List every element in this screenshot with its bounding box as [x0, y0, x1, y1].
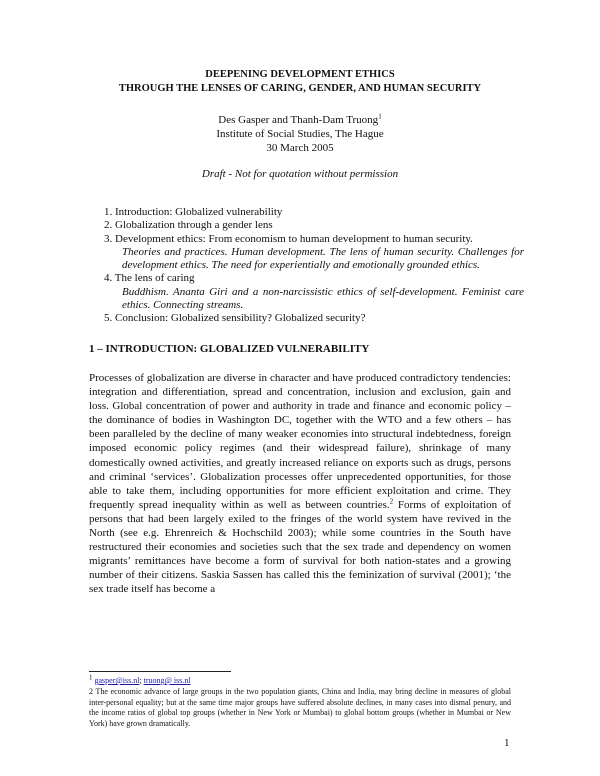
toc-item-2: 2. Globalization through a gender lens	[104, 219, 273, 232]
footnote-1-separator: ;	[139, 676, 144, 685]
email-link-gasper[interactable]: gasper@iss.nl	[94, 676, 140, 685]
toc-item-3-subtopics: Theories and practices. Human development. The lens of human security. Challenges for development ethics. The need for experientially and emotionally grounded ethics.	[122, 245, 524, 272]
body-paragraph	[89, 371, 511, 597]
toc-item-4-subtopics: Buddhism. Ananta Giri and a non-narcissistic ethics of self-development. Feminist care ethics. Connecting streams.	[122, 285, 524, 312]
institution: Institute of Social Studies, The Hague	[216, 128, 384, 140]
toc-item-5: 5. Conclusion: Globalized sensibility? Globalized security?	[104, 312, 366, 325]
footnotes	[89, 673, 511, 730]
toc-item-3: 3. Development ethics: From economism to human development to human security.	[104, 232, 473, 245]
footnote-divider	[89, 671, 231, 672]
paragraph-text-part-2: Forms of exploitation of persons that had been largely exiled to the fringes of the world system have revived in the North (see e.g. Ehrenreich & Hochschild 2003); while some countries in the South have restructured their economies and societies such that the sex trade and dependency on women migrants’ remittances have become a form of survival for both nation-states and a growing number of their citizens. Saskia Sassen has called this the feminization of survival (2001); ‘the sex trade itself has become a	[89, 498, 511, 596]
date: 30 March 2005	[266, 142, 334, 154]
draft-notice: Draft - Not for quotation without permission	[201, 168, 399, 180]
footnote-1-mark: 1	[89, 673, 93, 682]
paper-title-line-1: DEEPENING DEVELOPMENT ETHICS	[205, 69, 395, 80]
toc-item-4: 4. The lens of caring	[104, 272, 195, 285]
paper-title-line-2: THROUGH THE LENSES OF CARING, GENDER, AND HUMAN SECURITY	[118, 83, 482, 94]
table-of-contents	[104, 206, 524, 326]
section-heading: 1 – INTRODUCTION: GLOBALIZED VULNERABILITY	[89, 343, 370, 355]
email-link-truong[interactable]: truong@ iss.nl	[143, 676, 191, 685]
toc-item-1: 1. Introduction: Globalized vulnerability	[104, 206, 283, 218]
footnote-mark-2[interactable]: 2	[389, 497, 394, 506]
paragraph-text-part-1: Processes of globalization are diverse in character and have produced contradictory tendencies: integration and differentiation, spread and concentration, inclusion and exclusion, gain and loss. Global concentration of power and authority in trade and finance and economic policy – the dominance of bodies in Washington DC, together with the WTO and a few others – has been paralleled by the decline of many weaker economies into structural indebtedness, foreign imposed economic policy regimes (and their widespread failure), shrinkage of many domestically owned activities, and greatly increased reliance on exports such as drugs, persons and criminal ‘services’. Globalization processes offer unprecedented opportunities, for those able to take them, including opportunities for more efficient exploitation and crime. They frequently spread inequality within as well as between countries.	[89, 372, 511, 511]
author-names: Des Gasper and Thanh-Dam Truong	[218, 114, 379, 126]
page-number: 1	[504, 737, 510, 749]
footnote-2: 2 The economic advance of large groups in the two population giants, China and India, may bring decline in measures of global inter-personal equality; but at the same time major groups have suffered absolute declines, in many cases into dismal penury, and the income ratios of global top groups (whether in New York or Mumbai) to global bottom groups (whether in Mumbai or New York) have grown dramatically.	[89, 686, 511, 729]
author-footnote-mark[interactable]: 1	[378, 112, 382, 121]
authors	[60, 113, 540, 127]
footnote-1	[89, 673, 511, 687]
